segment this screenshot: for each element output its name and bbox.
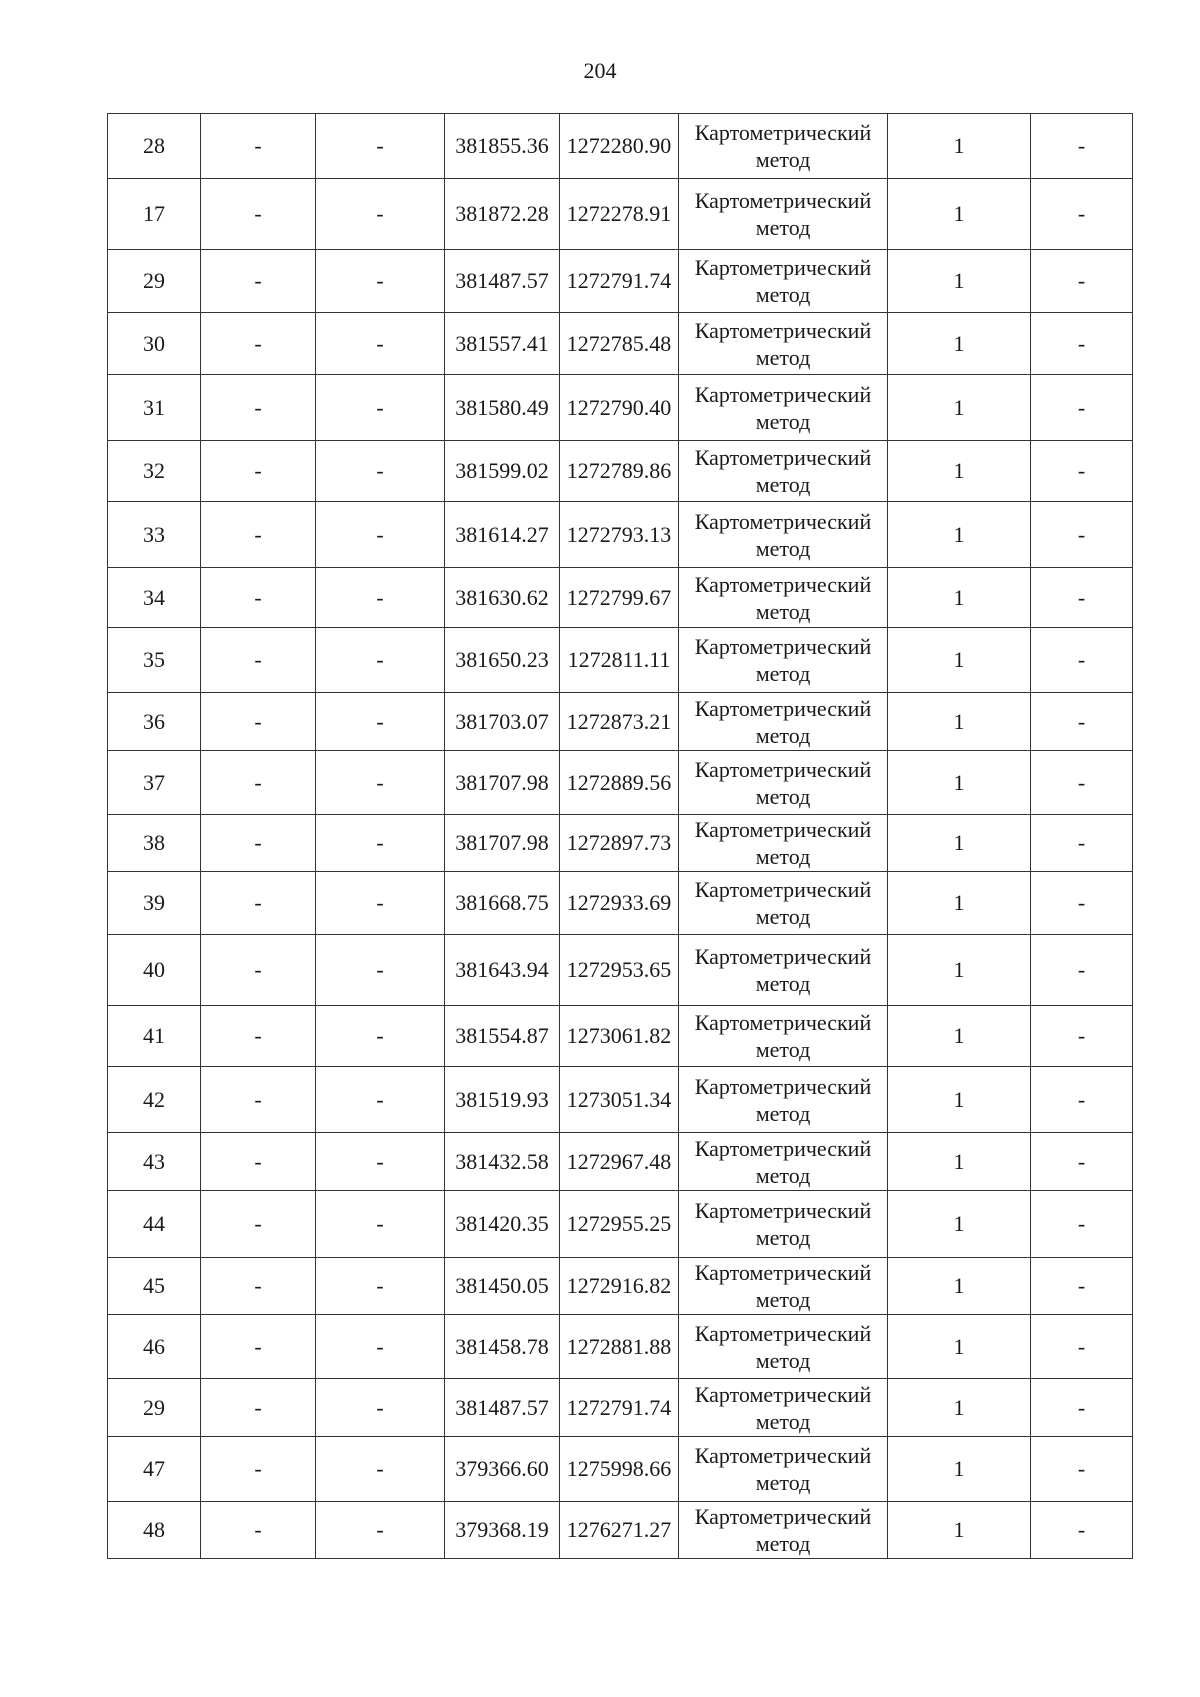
description-cell: -: [1031, 628, 1133, 693]
description-cell: -: [1031, 872, 1133, 935]
precision-cell: 1: [888, 872, 1031, 935]
prev-x-cell: -: [201, 1133, 316, 1191]
prev-x-cell: -: [201, 1258, 316, 1315]
x-coordinate-cell: 381519.93: [445, 1067, 560, 1133]
prev-x-cell: -: [201, 872, 316, 935]
method-line-2: метод: [755, 215, 811, 240]
method-line-1: Картометрический: [694, 1073, 872, 1099]
x-coordinate-cell: 381707.98: [445, 815, 560, 872]
method-line-1: Картометрический: [694, 1198, 872, 1223]
prev-y-cell: -: [316, 1006, 445, 1067]
y-coordinate-cell: 1272889.56: [560, 751, 679, 815]
method-line-2: метод: [755, 147, 811, 172]
method-cell: [679, 568, 888, 628]
precision-cell: 1: [888, 815, 1031, 872]
y-coordinate-cell: 1273051.34: [560, 1067, 679, 1133]
precision-cell: 1: [888, 313, 1031, 375]
y-coordinate-cell: 1272811.11: [560, 628, 679, 693]
x-coordinate-cell: 381487.57: [445, 1379, 560, 1437]
method-line-2: метод: [755, 472, 811, 497]
precision-cell: 1: [888, 441, 1031, 502]
prev-x-cell: -: [201, 815, 316, 872]
precision-cell: 1: [888, 375, 1031, 441]
method-line-2: метод: [755, 844, 811, 869]
precision-cell: 1: [888, 1502, 1031, 1559]
method-cell: [679, 179, 888, 250]
method-cell: [679, 1067, 888, 1133]
precision-cell: 1: [888, 1133, 1031, 1191]
method-cell: [679, 502, 888, 568]
method-cell: [679, 250, 888, 313]
description-cell: -: [1031, 1502, 1133, 1559]
method-line-2: метод: [755, 971, 811, 996]
description-cell: -: [1031, 1006, 1133, 1067]
prev-x-cell: -: [201, 1315, 316, 1379]
description-cell: -: [1031, 250, 1133, 313]
precision-cell: 1: [888, 1006, 1031, 1067]
method-line-1: Картометрический: [694, 1260, 872, 1285]
precision-cell: 1: [888, 568, 1031, 628]
method-cell: [679, 1315, 888, 1379]
y-coordinate-cell: 1272793.13: [560, 502, 679, 568]
x-coordinate-cell: 381707.98: [445, 751, 560, 815]
method-line-1: Картометрический: [694, 634, 872, 659]
table-row: [108, 1315, 1133, 1379]
method-line-1: Картометрический: [694, 571, 872, 597]
y-coordinate-cell: 1273061.82: [560, 1006, 679, 1067]
prev-x-cell: -: [201, 1379, 316, 1437]
method-cell: [679, 815, 888, 872]
precision-cell: 1: [888, 250, 1031, 313]
method-cell: [679, 628, 888, 693]
method-cell: [679, 1437, 888, 1502]
method-line-1: Картометрический: [694, 1010, 872, 1035]
prev-y-cell: -: [316, 1258, 445, 1315]
point-number-cell: 30: [108, 313, 201, 375]
precision-cell: 1: [888, 751, 1031, 815]
method-line-2: метод: [755, 904, 811, 929]
description-cell: -: [1031, 441, 1133, 502]
prev-y-cell: -: [316, 1315, 445, 1379]
precision-cell: 1: [888, 1067, 1031, 1133]
method-cell: [679, 693, 888, 751]
point-number-cell: 29: [108, 1379, 201, 1437]
prev-y-cell: -: [316, 1133, 445, 1191]
prev-x-cell: -: [201, 628, 316, 693]
table-row: [108, 375, 1133, 441]
table-row: [108, 1067, 1133, 1133]
x-coordinate-cell: 381432.58: [445, 1133, 560, 1191]
description-cell: -: [1031, 693, 1133, 751]
description-cell: -: [1031, 179, 1133, 250]
y-coordinate-cell: 1272785.48: [560, 313, 679, 375]
method-line-1: Картометрический: [694, 255, 872, 280]
method-line-2: метод: [755, 1347, 811, 1373]
point-number-cell: 48: [108, 1502, 201, 1559]
method-cell: [679, 1006, 888, 1067]
prev-x-cell: -: [201, 1006, 316, 1067]
table-row: [108, 1258, 1133, 1315]
precision-cell: 1: [888, 502, 1031, 568]
method-cell: [679, 1502, 888, 1559]
point-number-cell: 17: [108, 179, 201, 250]
y-coordinate-cell: 1272791.74: [560, 250, 679, 313]
method-line-2: метод: [755, 282, 811, 307]
prev-x-cell: -: [201, 502, 316, 568]
precision-cell: 1: [888, 1437, 1031, 1502]
x-coordinate-cell: 381872.28: [445, 179, 560, 250]
y-coordinate-cell: 1276271.27: [560, 1502, 679, 1559]
description-cell: -: [1031, 751, 1133, 815]
point-number-cell: 42: [108, 1067, 201, 1133]
method-cell: [679, 114, 888, 179]
precision-cell: 1: [888, 179, 1031, 250]
table-row: [108, 1191, 1133, 1258]
prev-y-cell: -: [316, 872, 445, 935]
method-cell: [679, 375, 888, 441]
prev-y-cell: -: [316, 179, 445, 250]
prev-x-cell: -: [201, 250, 316, 313]
table-row: [108, 313, 1133, 375]
method-line-1: Картометрический: [694, 508, 872, 534]
prev-x-cell: -: [201, 693, 316, 751]
precision-cell: 1: [888, 693, 1031, 751]
x-coordinate-cell: 381630.62: [445, 568, 560, 628]
point-number-cell: 31: [108, 375, 201, 441]
table-row: [108, 628, 1133, 693]
x-coordinate-cell: 381668.75: [445, 872, 560, 935]
x-coordinate-cell: 379366.60: [445, 1437, 560, 1502]
method-cell: [679, 1379, 888, 1437]
method-line-1: Картометрический: [694, 756, 872, 782]
method-line-1: Картометрический: [694, 1320, 872, 1346]
prev-x-cell: -: [201, 114, 316, 179]
point-number-cell: 38: [108, 815, 201, 872]
x-coordinate-cell: 381855.36: [445, 114, 560, 179]
method-line-2: метод: [755, 408, 811, 434]
prev-y-cell: -: [316, 935, 445, 1006]
table-row: [108, 179, 1133, 250]
point-number-cell: 34: [108, 568, 201, 628]
point-number-cell: 43: [108, 1133, 201, 1191]
y-coordinate-cell: 1272278.91: [560, 179, 679, 250]
point-number-cell: 32: [108, 441, 201, 502]
point-number-cell: 29: [108, 250, 201, 313]
method-cell: [679, 935, 888, 1006]
description-cell: -: [1031, 114, 1133, 179]
method-line-2: метод: [755, 535, 811, 561]
prev-x-cell: -: [201, 1067, 316, 1133]
prev-x-cell: -: [201, 179, 316, 250]
description-cell: -: [1031, 1258, 1133, 1315]
table-row: [108, 872, 1133, 935]
description-cell: -: [1031, 1191, 1133, 1258]
table-row: [108, 1379, 1133, 1437]
table-row: [108, 1437, 1133, 1502]
table-row: [108, 815, 1133, 872]
method-cell: [679, 313, 888, 375]
y-coordinate-cell: 1272933.69: [560, 872, 679, 935]
description-cell: -: [1031, 375, 1133, 441]
table-row: [108, 441, 1133, 502]
table-row: [108, 1502, 1133, 1559]
x-coordinate-cell: 381554.87: [445, 1006, 560, 1067]
method-line-2: метод: [755, 1531, 811, 1556]
point-number-cell: 39: [108, 872, 201, 935]
method-line-1: Картометрический: [694, 877, 872, 902]
description-cell: -: [1031, 815, 1133, 872]
method-line-2: метод: [755, 722, 811, 748]
prev-y-cell: -: [316, 313, 445, 375]
y-coordinate-cell: 1272873.21: [560, 693, 679, 751]
point-number-cell: 41: [108, 1006, 201, 1067]
description-cell: -: [1031, 935, 1133, 1006]
method-line-1: Картометрический: [694, 1381, 872, 1407]
method-line-1: Картометрический: [694, 1504, 872, 1529]
prev-y-cell: -: [316, 751, 445, 815]
x-coordinate-cell: 381557.41: [445, 313, 560, 375]
description-cell: -: [1031, 1133, 1133, 1191]
method-cell: [679, 1133, 888, 1191]
y-coordinate-cell: 1272881.88: [560, 1315, 679, 1379]
precision-cell: 1: [888, 628, 1031, 693]
y-coordinate-cell: 1272789.86: [560, 441, 679, 502]
prev-y-cell: -: [316, 1502, 445, 1559]
prev-x-cell: -: [201, 375, 316, 441]
precision-cell: 1: [888, 1191, 1031, 1258]
point-number-cell: 46: [108, 1315, 201, 1379]
method-line-1: Картометрический: [694, 381, 872, 407]
y-coordinate-cell: 1272280.90: [560, 114, 679, 179]
precision-cell: 1: [888, 114, 1031, 179]
point-number-cell: 28: [108, 114, 201, 179]
method-line-2: метод: [755, 1162, 811, 1188]
method-line-2: метод: [755, 783, 811, 809]
prev-y-cell: -: [316, 114, 445, 179]
x-coordinate-cell: 381614.27: [445, 502, 560, 568]
method-cell: [679, 751, 888, 815]
x-coordinate-cell: 381420.35: [445, 1191, 560, 1258]
y-coordinate-cell: 1272967.48: [560, 1133, 679, 1191]
precision-cell: 1: [888, 1315, 1031, 1379]
table-row: [108, 568, 1133, 628]
prev-x-cell: -: [201, 1191, 316, 1258]
prev-x-cell: -: [201, 751, 316, 815]
description-cell: -: [1031, 568, 1133, 628]
x-coordinate-cell: 381487.57: [445, 250, 560, 313]
point-number-cell: 47: [108, 1437, 201, 1502]
x-coordinate-cell: 381599.02: [445, 441, 560, 502]
page-number: 204: [583, 58, 617, 83]
table-row: [108, 1133, 1133, 1191]
precision-cell: 1: [888, 1379, 1031, 1437]
prev-y-cell: -: [316, 693, 445, 751]
method-line-2: метод: [755, 1287, 811, 1312]
point-number-cell: 35: [108, 628, 201, 693]
point-number-cell: 44: [108, 1191, 201, 1258]
table-row: [108, 751, 1133, 815]
method-line-2: метод: [755, 1408, 811, 1434]
point-number-cell: 33: [108, 502, 201, 568]
method-line-2: метод: [755, 1225, 811, 1250]
precision-cell: 1: [888, 935, 1031, 1006]
point-number-cell: 36: [108, 693, 201, 751]
method-line-2: метод: [755, 1037, 811, 1062]
y-coordinate-cell: 1272790.40: [560, 375, 679, 441]
prev-y-cell: -: [316, 1379, 445, 1437]
description-cell: -: [1031, 1437, 1133, 1502]
prev-y-cell: -: [316, 375, 445, 441]
method-line-1: Картометрический: [694, 817, 872, 842]
table-row: [108, 693, 1133, 751]
method-line-2: метод: [755, 1100, 811, 1126]
table-row: [108, 935, 1133, 1006]
prev-y-cell: -: [316, 815, 445, 872]
x-coordinate-cell: 379368.19: [445, 1502, 560, 1559]
prev-y-cell: -: [316, 250, 445, 313]
prev-x-cell: -: [201, 935, 316, 1006]
prev-y-cell: -: [316, 568, 445, 628]
x-coordinate-cell: 381458.78: [445, 1315, 560, 1379]
description-cell: -: [1031, 1067, 1133, 1133]
method-line-1: Картометрический: [694, 317, 872, 343]
coordinates-table: [107, 113, 1133, 1559]
description-cell: -: [1031, 1379, 1133, 1437]
x-coordinate-cell: 381650.23: [445, 628, 560, 693]
table-row: [108, 502, 1133, 568]
method-line-1: Картометрический: [694, 1443, 872, 1468]
prev-y-cell: -: [316, 1191, 445, 1258]
prev-x-cell: -: [201, 1437, 316, 1502]
prev-x-cell: -: [201, 568, 316, 628]
prev-x-cell: -: [201, 1502, 316, 1559]
x-coordinate-cell: 381450.05: [445, 1258, 560, 1315]
description-cell: -: [1031, 502, 1133, 568]
y-coordinate-cell: 1275998.66: [560, 1437, 679, 1502]
x-coordinate-cell: 381580.49: [445, 375, 560, 441]
table-row: [108, 1006, 1133, 1067]
description-cell: -: [1031, 313, 1133, 375]
method-line-1: Картометрический: [694, 445, 872, 470]
prev-y-cell: -: [316, 1437, 445, 1502]
y-coordinate-cell: 1272955.25: [560, 1191, 679, 1258]
prev-y-cell: -: [316, 628, 445, 693]
point-number-cell: 37: [108, 751, 201, 815]
method-line-1: Картометрический: [694, 944, 872, 969]
prev-y-cell: -: [316, 502, 445, 568]
prev-x-cell: -: [201, 313, 316, 375]
method-cell: [679, 1258, 888, 1315]
y-coordinate-cell: 1272897.73: [560, 815, 679, 872]
x-coordinate-cell: 381703.07: [445, 693, 560, 751]
description-cell: -: [1031, 1315, 1133, 1379]
method-line-1: Картометрический: [694, 188, 872, 213]
y-coordinate-cell: 1272916.82: [560, 1258, 679, 1315]
point-number-cell: 45: [108, 1258, 201, 1315]
method-line-1: Картометрический: [694, 695, 872, 721]
y-coordinate-cell: 1272799.67: [560, 568, 679, 628]
method-line-2: метод: [755, 1470, 811, 1495]
method-line-1: Картометрический: [694, 120, 872, 145]
method-line-1: Картометрический: [694, 1135, 872, 1161]
method-cell: [679, 441, 888, 502]
y-coordinate-cell: 1272953.65: [560, 935, 679, 1006]
prev-x-cell: -: [201, 441, 316, 502]
prev-y-cell: -: [316, 1067, 445, 1133]
precision-cell: 1: [888, 1258, 1031, 1315]
x-coordinate-cell: 381643.94: [445, 935, 560, 1006]
method-line-2: метод: [755, 344, 811, 370]
y-coordinate-cell: 1272791.74: [560, 1379, 679, 1437]
method-line-2: метод: [755, 598, 811, 624]
table-row: [108, 114, 1133, 179]
method-cell: [679, 1191, 888, 1258]
point-number-cell: 40: [108, 935, 201, 1006]
method-line-2: метод: [755, 661, 811, 686]
table-row: [108, 250, 1133, 313]
prev-y-cell: -: [316, 441, 445, 502]
method-cell: [679, 872, 888, 935]
